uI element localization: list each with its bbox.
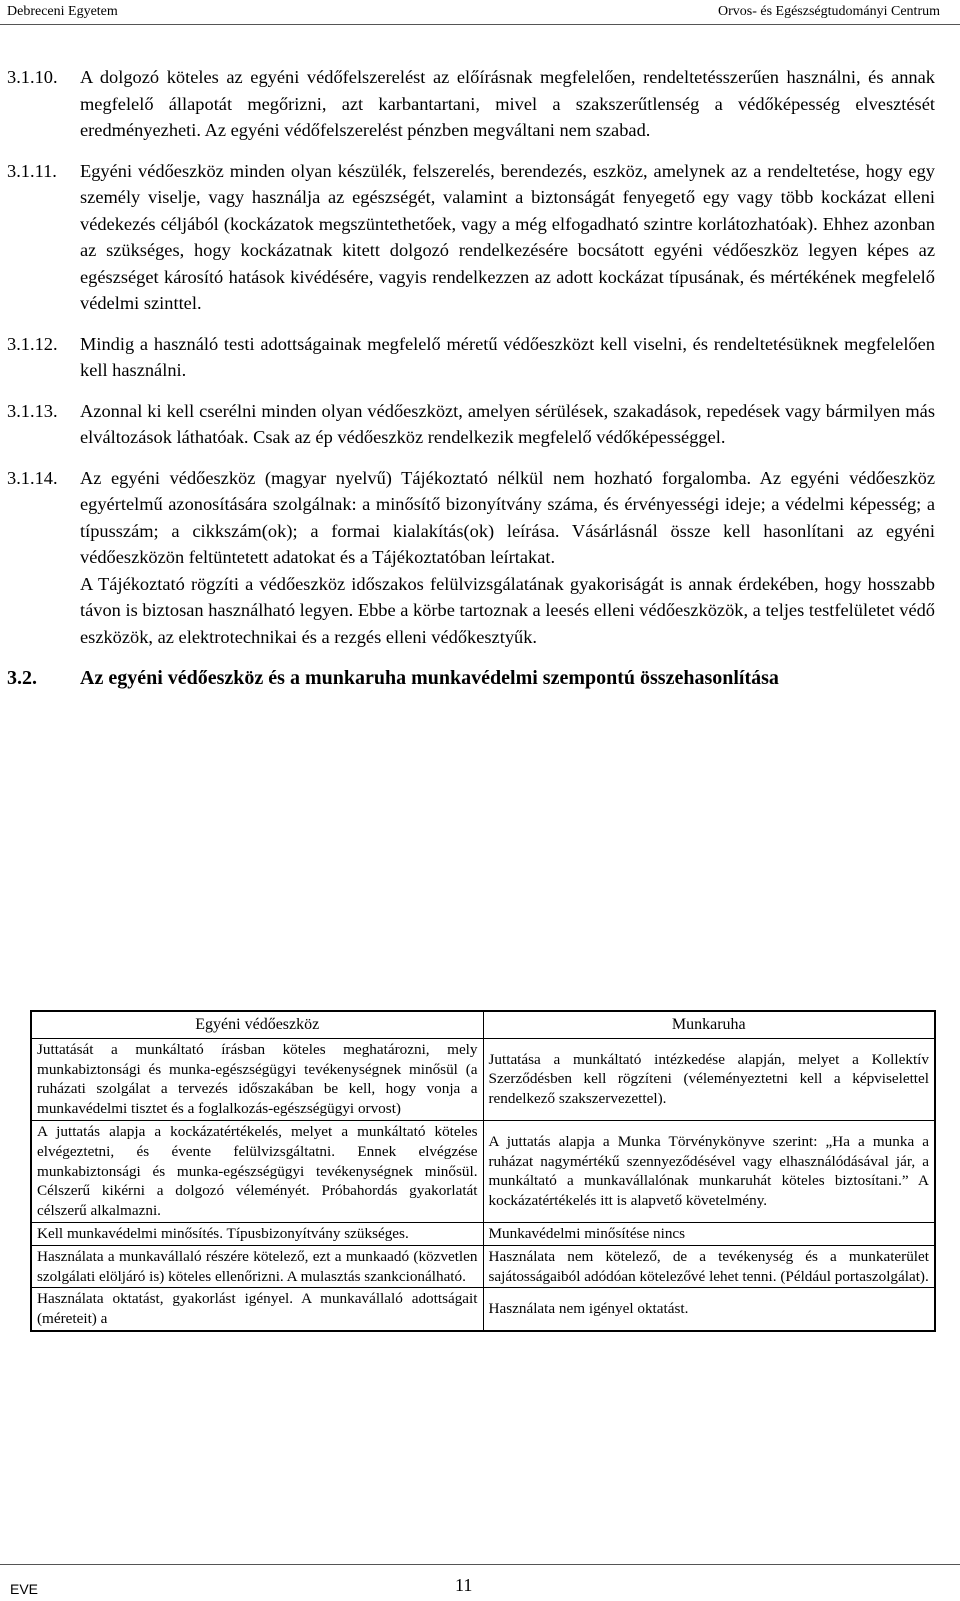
paragraph-number: 3.1.10. [7,67,58,87]
paragraph-3-1-14 [7,465,935,651]
table-cell: Juttatását a munkáltató írásban köteles meghatározni, mely munkabiztonsági és munka-egészségügyi tevékenységnek minősül (a ruházati szolgálat a tervezés időszakában be kell, hogy vonja a munkavédelmi tisztet és a foglalkozás-egészségügyi orvost) [31,1038,483,1120]
paragraph-text: Azonnal ki kell cserélni minden olyan védőeszközt, amelyen sérülések, szakadások, repedések vagy bármilyen más elváltozások láthatóak. Csak az ép védőeszköz rendelkezik megfelelő védőképességgel. [80,400,935,447]
table-cell: Juttatása a munkáltató intézkedése alapján, melyet a Kollektív Szerződésben kell rögzíteni (véleményeztetni kell a képviselettel rendelkező szakszervezettel). [483,1038,935,1120]
paragraph-text: Egyéni védőeszköz minden olyan készülék, felszerelés, berendezés, eszköz, amelynek az a rendeltetése, hogy egy személy viselje, vagy használja az egészségét, valamint a biztonságát fenyegető egy vagy több kockázat elleni védekezés céljából (kockázatok megszüntethetőek, vagy a még elfogadható szintre korlátozhatóak). Ehhez azonban az szükséges, hogy kockázatnak kitett dolgozó rendelkezésére bocsátott egyéni védőeszköz legyen képes az egészséget károsító hatások kivédésére, vagyis rendelkezzen az adott kockázat típusának, és mértékének megfelelő védelmi szinttel. [80,160,935,313]
page-number: 11 [455,1575,473,1595]
table-cell: Használata oktatást, gyakorlást igényel. A munkavállaló adottságait (méreteit) a [31,1288,483,1331]
section-title: Az egyéni védőeszköz és a munkaruha munkavédelmi szempontú összehasonlítása [80,667,779,689]
section-heading [7,664,935,692]
paragraph-number: 3.1.12. [7,333,58,354]
paragraph-3-1-13 [7,398,935,451]
paragraph-text: Mindig a használó testi adottságainak megfelelő méretű védőeszközt kell viselni, és rendeltetésüknek megfelelően kell használni. [80,333,935,380]
paragraph-number: 3.1.11. [7,160,57,181]
document-body [7,64,935,692]
table-cell: Használata nem kötelező, de a tevékenység és a munkaterület sajátosságaiból adódóan kötelezővé lehet tenni. (Például portaszolgálat). [483,1245,935,1288]
paragraph-text: Az egyéni védőeszköz (magyar nyelvű) Tájékoztató nélkül nem hozható forgalomba. Az egyéni védőeszköz egyértelmű azonosítására szolgálnak: a minősítő bizonyítvány száma, és érvényességi ideje; a védelmi képesség; a típusszám; a cikkszám(ok); a formai kialakítás(ok) leírása. Vásárlásnál össze kell hasonlítani az egyéni védőeszközön feltüntetett adatokat és a Tájékoztatóban leírtakat. [80,467,935,567]
table-row [31,1222,935,1245]
table-row [31,1288,935,1331]
paragraph-number: 3.1.14. [7,467,58,488]
section-number: 3.2. [7,667,37,689]
column-header-workwear: Munkaruha [483,1011,935,1038]
paragraph-text: A Tájékoztató rögzíti a védőeszköz időszakos felülvizsgálatának gyakoriságát is annak érdekében, hogy hosszabb távon is biztosan használható legyen. Ebbe a körbe tartoznak a leesés elleni védőeszközök, a teljes testfelületet védő eszközök, az elektrotechnikai és a rezgés elleni védőkesztyűk. [80,573,935,647]
column-header-ppe: Egyéni védőeszköz [31,1011,483,1038]
paragraph-number: 3.1.13. [7,400,58,421]
table-cell: A juttatás alapja a Munka Törvénykönyve szerint: „Ha a munka a ruházat nagymértékű szennyeződésével vagy elhasználódásával jár, a munkáltató a munkavállalónak munkaruhát köteles biztosítani.” A kockázatértékelés itt is alapvető követelmény. [483,1120,935,1222]
table-row [31,1245,935,1288]
paragraph-3-1-12 [7,331,935,384]
table-cell: Munkavédelmi minősítése nincs [483,1222,935,1245]
table-cell: Használata a munkavállaló részére kötelező, ezt a munkaadó (közvetlen szolgálati elöljáró is) köteles ellenőrizni. A mulasztás szankcionálható. [31,1245,483,1288]
paragraph-text: A dolgozó köteles az egyéni védőfelszerelést az előírásnak megfelelően, rendeltetésszerűen használni, és annak megfelelő állapotát megőrizni, azt karbantartani, mivel a szakszerűtlenség a védőképesség elvesztését eredményezheti. Az egyéni védőfelszerelést pénzben megváltani nem szabad. [80,67,935,140]
paragraph-3-1-10 [7,64,935,144]
header-left: Debreceni Egyetem [7,4,118,19]
table-header-row [31,1011,935,1038]
page-footer [0,1564,960,1601]
footer-label: EVE [10,1581,39,1597]
paragraph-3-1-11 [7,158,935,317]
table-cell: A juttatás alapja a kockázatértékelés, melyet a munkáltató köteles elvégeztetni, és évente felülvizsgáltatni. Ennek elvégzése munkabiztonsági és munka-egészségügyi tevékenységnek minősül. Célszerű kikérni a dolgozó véleményét. Próbahordás gyakorlatát célszerű alkalmazni. [31,1120,483,1222]
table-cell: Használata nem igényel oktatást. [483,1288,935,1331]
table-row [31,1120,935,1222]
table-cell: Kell munkavédelmi minősítés. Típusbizonyítvány szükséges. [31,1222,483,1245]
table-row [31,1038,935,1120]
header-right: Orvos- és Egészségtudományi Centrum [717,4,940,19]
page-header [0,0,960,25]
comparison-table [30,1010,936,1332]
